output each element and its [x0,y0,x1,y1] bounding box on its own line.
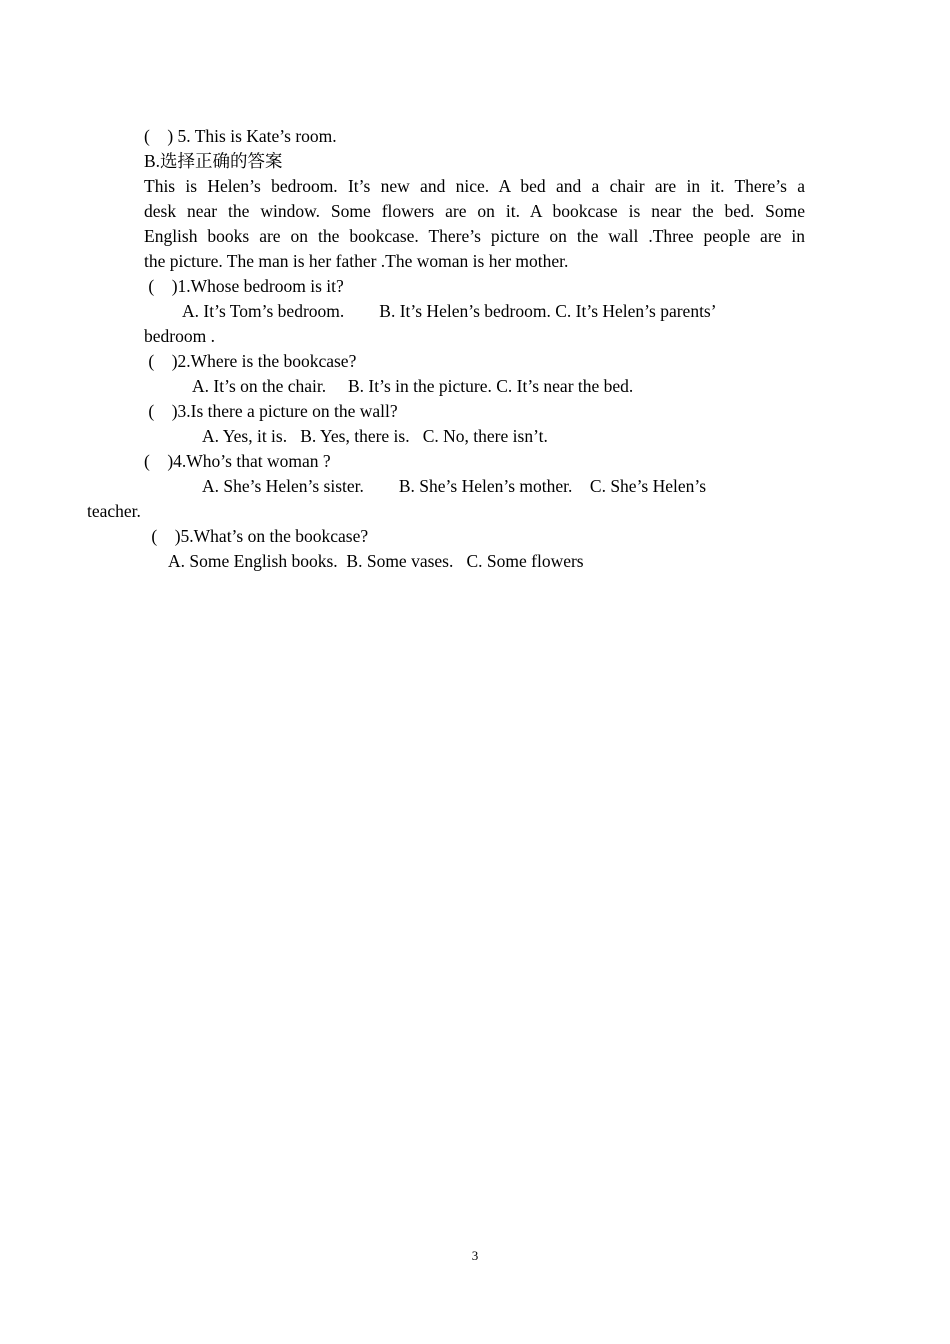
section-b-heading: B.选择正确的答案 [144,151,283,171]
question-1-options: A. It’s Tom’s bedroom. B. It’s Helen’s bedroom. C. It’s Helen’s parents’ [182,301,717,321]
question-4-options-continued: teacher. [87,501,141,521]
passage-line-2: desk near the window. Some flowers are on it. A bookcase is near the bed. Some [144,201,805,221]
passage-line-3: English books are on the bookcase. There’s picture on the wall .Three people are in [144,226,805,246]
question-5-options: A. Some English books. B. Some vases. C. Some flowers [168,551,584,571]
passage-line-1: This is Helen’s bedroom. It’s new and nice. A bed and a chair are in it. There’s a [144,176,805,196]
question-3-options: A. Yes, it is. B. Yes, there is. C. No, there isn’t. [202,426,548,446]
question-4: ( )4.Who’s that woman ? [144,451,331,471]
question-4-options: A. She’s Helen’s sister. B. She’s Helen’s mother. C. She’s Helen’s [202,476,707,496]
question-1: ( )1.Whose bedroom is it? [144,276,344,296]
previous-item-5: ( ) 5. This is Kate’s room. [144,126,337,146]
question-5: ( )5.What’s on the bookcase? [147,526,369,546]
passage-line-4: the picture. The man is her father .The woman is her mother. [144,251,569,271]
question-2-options: A. It’s on the chair. B. It’s in the picture. C. It’s near the bed. [192,376,634,396]
question-2: ( )2.Where is the bookcase? [144,351,357,371]
question-3: ( )3.Is there a picture on the wall? [144,401,398,421]
question-1-options-continued: bedroom . [144,326,215,346]
page-number: 3 [471,1248,479,1263]
